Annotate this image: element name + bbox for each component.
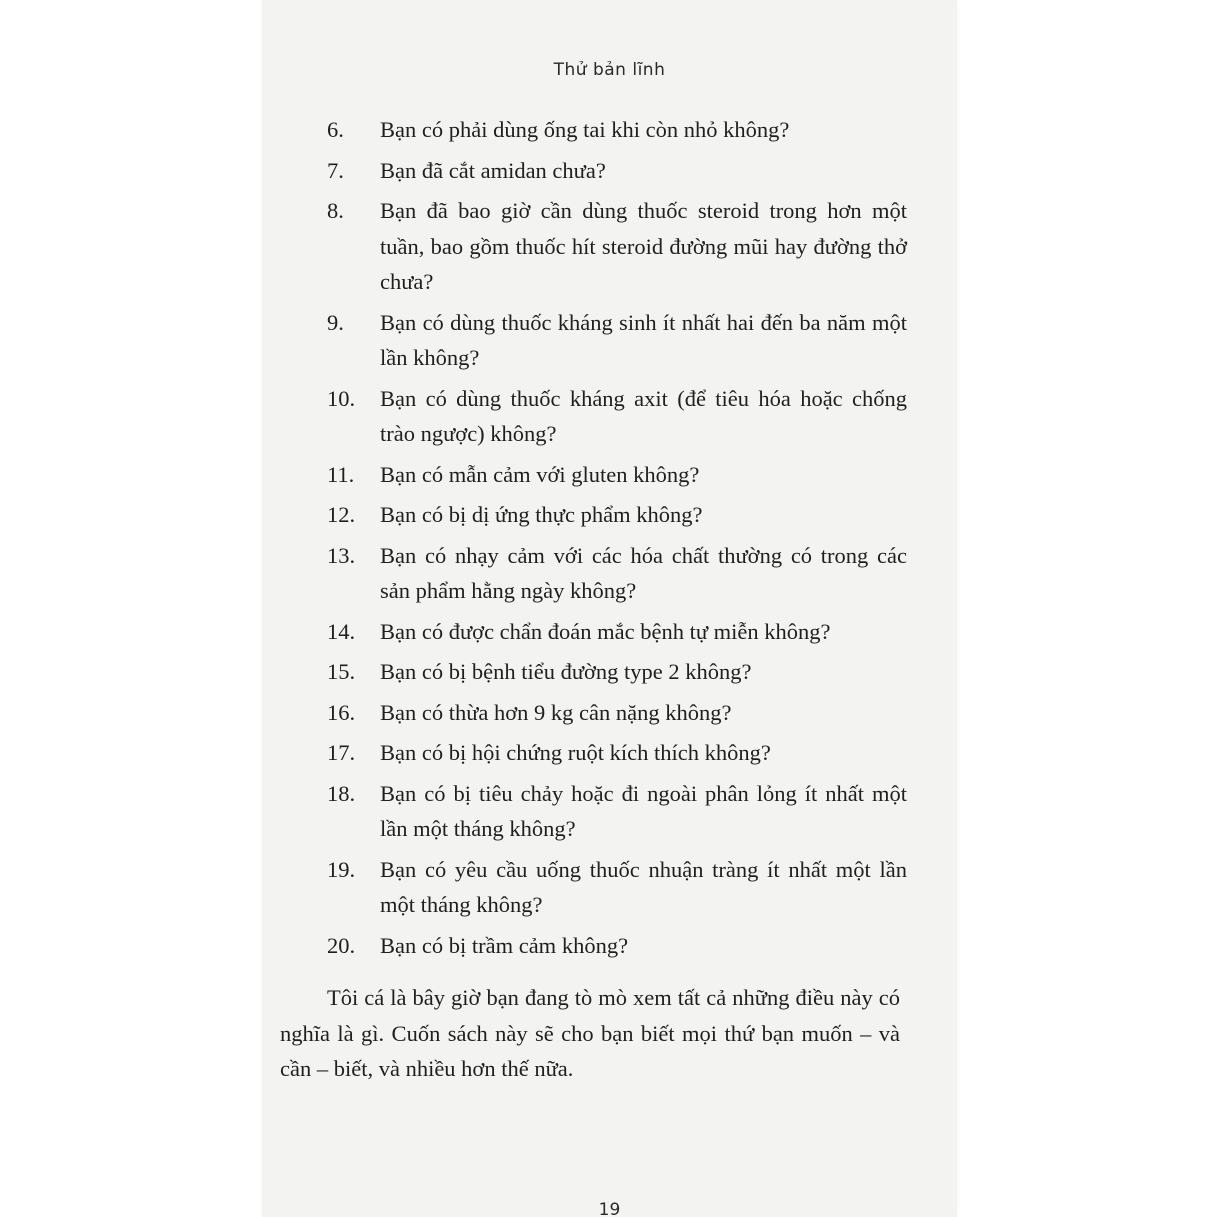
item-text: Bạn có yêu cầu uống thuốc nhuận tràng ít nhất một lần một tháng không?: [380, 856, 907, 917]
item-text: Bạn có phải dùng ống tai khi còn nhỏ không?: [380, 117, 790, 142]
list-item: [327, 735, 907, 771]
item-number: 20.: [327, 932, 356, 958]
page-number: 19: [598, 1200, 621, 1217]
book-page: [262, 0, 957, 1217]
item-text: Bạn có bị bệnh tiểu đường type 2 không?: [380, 659, 752, 684]
list-item: [327, 614, 907, 650]
list-item: [327, 654, 907, 690]
item-number: 7.: [327, 157, 344, 183]
item-number: 19.: [327, 856, 356, 882]
item-text: Bạn có bị hội chứng ruột kích thích không?: [380, 740, 771, 765]
item-number: 12.: [327, 502, 356, 527]
item-text: Bạn có mẫn cảm với gluten không?: [380, 461, 700, 487]
closing-paragraph: Tôi cá là bây giờ bạn đang tò mò xem tất cả những điều này có nghĩa là gì. Cuốn sách này sẽ cho bạn biết mọi thứ bạn muốn – và cần – biết, và nhiều hơn thế nữa.: [280, 985, 900, 1081]
item-text: Bạn có nhạy cảm với các hóa chất thường có trong các sản phẩm hằng ngày không?: [380, 542, 907, 603]
list-item: [327, 928, 907, 964]
item-text: Bạn có bị trầm cảm không?: [380, 932, 629, 958]
item-text: Bạn có bị tiêu chảy hoặc đi ngoài phân lỏng ít nhất một lần một tháng không?: [380, 780, 907, 841]
item-number: 8.: [327, 198, 344, 223]
item-number: 11.: [327, 461, 355, 487]
item-number: 13.: [327, 542, 356, 568]
list-item: [327, 381, 907, 452]
item-number: 14.: [327, 618, 356, 644]
item-number: 9.: [327, 309, 344, 335]
question-list: [327, 112, 907, 968]
running-title: Thử bản lĩnh: [553, 60, 666, 80]
item-number: 15.: [327, 659, 356, 684]
item-text: Bạn có dùng thuốc kháng sinh ít nhất hai đến ba năm một lần không?: [380, 309, 907, 370]
item-text: Bạn có thừa hơn 9 kg cân nặng không?: [380, 699, 732, 725]
item-number: 16.: [327, 699, 356, 725]
list-item: [327, 305, 907, 376]
list-item: [327, 695, 907, 731]
item-number: 17.: [327, 740, 356, 765]
item-text: Bạn có bị dị ứng thực phẩm không?: [380, 502, 703, 527]
item-number: 10.: [327, 385, 356, 411]
item-text: Bạn có dùng thuốc kháng axit (để tiêu hóa hoặc chống trào ngược) không?: [380, 385, 907, 446]
list-item: [327, 153, 907, 189]
item-number: 6.: [327, 117, 344, 142]
list-item: [327, 538, 907, 609]
list-item: [327, 776, 907, 847]
item-text: Bạn đã bao giờ cần dùng thuốc steroid trong hơn một tuần, bao gồm thuốc hít steroid đường mũi hay đường thở chưa?: [380, 198, 907, 294]
list-item: [327, 112, 907, 148]
item-number: 18.: [327, 780, 356, 806]
item-text: Bạn có được chẩn đoán mắc bệnh tự miễn không?: [380, 618, 831, 644]
list-item: [327, 457, 907, 493]
item-text: Bạn đã cắt amidan chưa?: [380, 157, 606, 183]
list-item: [327, 852, 907, 923]
list-item: [327, 193, 907, 300]
list-item: [327, 497, 907, 533]
